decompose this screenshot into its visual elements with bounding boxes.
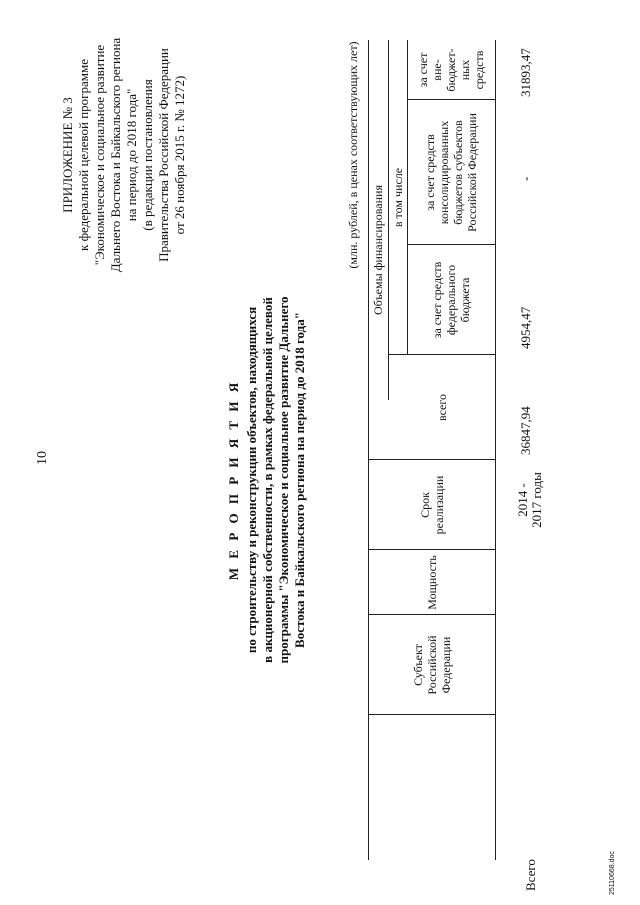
appendix-line: "Экономическое и социальное развитие bbox=[92, 44, 107, 266]
document-heading bbox=[226, 255, 308, 705]
page-number: 10 bbox=[35, 451, 50, 465]
heading-line: в акционерной собственности, в рамках федеральной целевой bbox=[260, 297, 275, 663]
appendix-line: Дальнего Востока и Байкальского региона bbox=[108, 37, 123, 273]
header-including: в том числе bbox=[390, 167, 405, 228]
total-row-label: Всего bbox=[523, 859, 538, 891]
header-federal: за счет средств федерального бюджета bbox=[430, 261, 472, 339]
total-row-term: 2014 - 2017 годы bbox=[515, 472, 544, 528]
heading-line: программы "Экономическое и социальное развитие Дальнего bbox=[276, 296, 291, 664]
heading-line: по строительству и реконструкции объектов, находящихся bbox=[244, 306, 259, 654]
total-row-federal: 4954,47 bbox=[518, 306, 533, 349]
appendix-line: от 26 ноября 2015 г. № 1272) bbox=[172, 75, 187, 235]
total-row-extra: 31893,47 bbox=[518, 48, 533, 97]
header-bottom-border bbox=[495, 40, 496, 860]
header-subject: Субъект Российской Федерации bbox=[410, 635, 453, 695]
header-total: всего bbox=[434, 393, 449, 422]
header-capacity: Мощность bbox=[424, 555, 439, 610]
appendix-line: (в редакции постановления bbox=[140, 79, 155, 231]
appendix-title: ПРИЛОЖЕНИЕ № 3 bbox=[60, 97, 75, 213]
total-row-total: 36847,94 bbox=[518, 406, 533, 455]
header-regional: за счет средств консолидированных бюджетов субъектов Российской Федерации bbox=[423, 113, 479, 232]
header-term: Срок реализации bbox=[417, 475, 446, 535]
heading-title: М Е Р О П Р И Я Т И Я bbox=[226, 379, 241, 581]
appendix-line: на период до 2018 года" bbox=[124, 88, 139, 222]
appendix-block bbox=[60, 5, 188, 305]
header-volumes: Объемы финансирования bbox=[371, 185, 385, 315]
header-extra: за счет вне-бюджет-ных средств bbox=[416, 48, 486, 92]
units-note: (млн. рублей, в ценах соответствующих лет) bbox=[346, 41, 360, 269]
heading-line: Востока и Байкальского региона на период до 2018 года" bbox=[292, 312, 307, 648]
file-id: 25110668.doc bbox=[609, 851, 616, 895]
appendix-line: Правительства Российской Федерации bbox=[156, 48, 171, 262]
appendix-line: к федеральной целевой программе bbox=[76, 59, 91, 251]
total-row-regional: - bbox=[518, 176, 533, 181]
